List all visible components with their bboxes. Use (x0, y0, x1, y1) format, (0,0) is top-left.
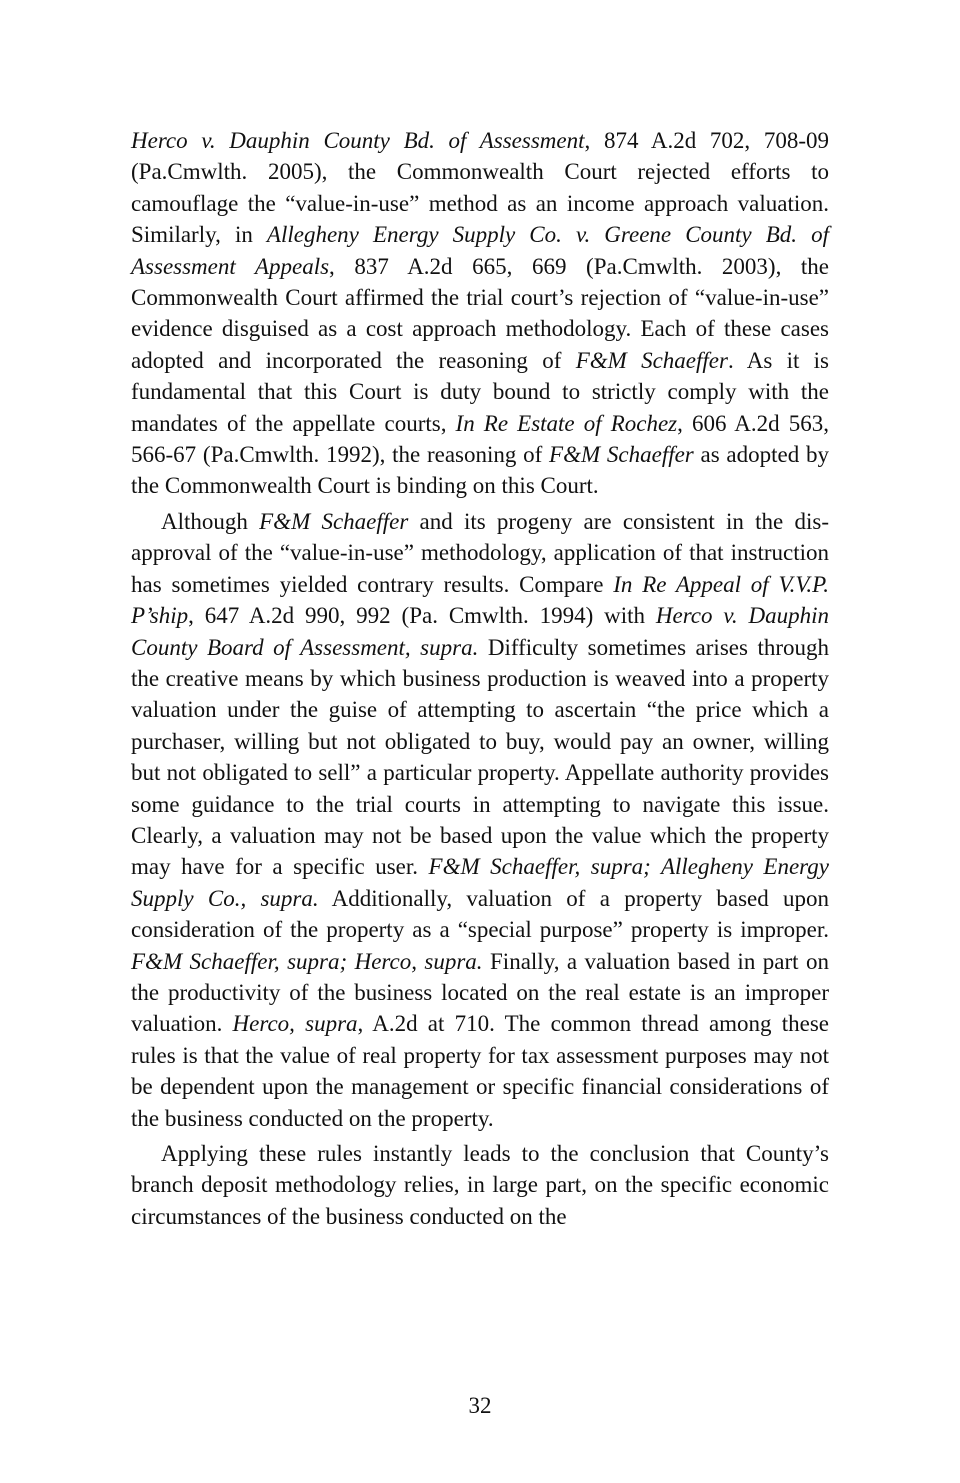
text-run: , 874 A.2d 702, 708-09 (Pa.Cmwlth. 2005), the Commonwealth Court rejected efforts to camouflage the “value-in-use” method as an income approach valuation. Similarly, in (131, 128, 830, 248)
case-citation: Allegheny Energy Supply Co. v. Greene County Bd. of Assessment Appeals (131, 222, 829, 279)
text-run: , 837 A.2d 665, 669 (Pa.Cmwlth. 2003), the Commonwealth Court affirmed the trial court’s rejection of “value-in-use” evidence disguised as a cost approach methodology. Each of these cases adopted and incorporated the reasoning of (131, 253, 829, 373)
paragraph-2 (131, 506, 829, 1134)
case-citation: F&M Schaeffer (575, 347, 728, 373)
text-run: Finally, a valuation based in part on the productivity of the business located on the real estate is an improper valuation. (131, 948, 829, 1037)
case-citation: F&M Schaeffer, supra; Herco, supra. (131, 948, 483, 974)
case-citation: F&M Schaeffer (549, 442, 694, 468)
case-citation: In Re Estate of Rochez (455, 410, 678, 436)
document-page (131, 125, 829, 1232)
page-number: 32 (468, 1393, 492, 1418)
case-citation: F&M Schaeffer (259, 508, 409, 534)
case-citation: In Re Appeal of V.V.P. P’ship (131, 571, 830, 629)
case-citation: Herco, supra (232, 1011, 358, 1037)
case-citation: F&M Schaeffer, supra; Allegheny Energy Supply Co., supra. (131, 854, 829, 911)
text-run: , 606 A.2d 563, 566-67 (Pa.Cmwlth. 1992), the reasoning of (131, 410, 830, 468)
text-run: Applying these rules instantly leads to the conclusion that County’s branch deposit methodology relies, in large part, on the specific economic circumstances of the business conducted on the (131, 1141, 829, 1229)
paragraph-1 (131, 125, 829, 502)
text-run: , A.2d at 710. The common thread among these rules is that the value of real property for tax assessment purposes may not be dependent upon the management or specific financial considerations of the business conducted on the property. (131, 1011, 829, 1131)
text-run: as adopted by the Commonwealth Court is binding on this Court. (131, 442, 829, 499)
paragraph-3 (131, 1138, 829, 1232)
case-citation: Herco v. Dauphin County Board of Assessment, supra. (131, 603, 829, 660)
text-run: Although (161, 508, 260, 534)
text-run: . As it is fundamental that this Court is duty bound to strictly comply with the mandates of the appellate courts, (131, 347, 829, 436)
text-run: , 647 A.2d 990, 992 (Pa. Cmwlth. 1994) with (188, 603, 656, 629)
text-run: and its progeny are consistent in the disapproval of the “value-in-use” methodology, application of that instruction has sometimes yielded contrary results. Compare (131, 508, 829, 597)
case-citation: Herco v. Dauphin County Bd. of Assessment (131, 128, 585, 153)
text-run: Additionally, valuation of a property based upon consideration of the property as a “special purpose” property is improper. (131, 885, 830, 943)
text-run: Difficulty sometimes arises through the creative means by which business production is weaved into a property valuation under the guise of attempting to ascertain “the price which a purchaser, willing but not obligated to buy, would pay an owner, willing but not obligated to sell” a particular property. Appellate authority provides some guidance to the trial courts in attempting to navigate this issue. Clearly, a valuation may not be based upon the value which the property may have for a specific user. (131, 634, 829, 880)
